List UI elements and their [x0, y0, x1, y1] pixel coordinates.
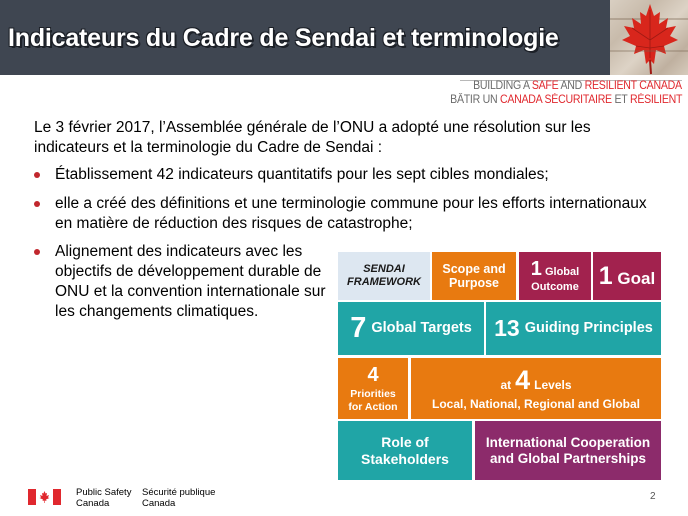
global-targets-box: 7 Global Targets [338, 302, 484, 355]
bullet-dot-icon [34, 249, 40, 255]
footer-department-english: Public Safety Canada [76, 487, 132, 509]
stakeholders-box: Role of Stakeholders [338, 421, 472, 480]
page-number: 2 [650, 491, 656, 502]
canada-flag-icon [28, 489, 61, 505]
bullet-text: elle a créé des définitions et une terminologie commune pour les efforts internationaux en matière de réduction des risques de catastrophe; [55, 195, 647, 232]
bullet-text: Établissement 42 indicateurs quantitatifs pour les sept cibles mondiales; [55, 166, 549, 183]
bullet-dot-icon [34, 201, 40, 207]
sendai-framework-label: SENDAI FRAMEWORK [338, 252, 430, 300]
intro-paragraph: Le 3 février 2017, l’Assemblée générale de l’ONU a adopté une résolution sur les indicateurs et la terminologie du Cadre de Sendai : [34, 119, 591, 156]
sendai-framework-diagram [338, 252, 661, 480]
page-title: Indicateurs du Cadre de Sendai et terminologie [8, 24, 559, 52]
bullet-text: Alignement des indicateurs avec les objectifs de développement durable de ONU et la convention internationale sur les changements climatiques. [55, 243, 326, 320]
levels-box: at 4 Levels Local, National, Regional and Global [411, 358, 661, 419]
slogan-english: BUILDING A SAFE AND RESILIENT CANADA [473, 80, 682, 92]
scope-purpose-box: Scope and Purpose [432, 252, 516, 300]
maple-leaf-image [610, 0, 688, 75]
goal-box: 1 Goal [593, 252, 661, 300]
maple-leaf-icon [610, 0, 688, 75]
slogan-french: BÂTIR UN CANADA SÉCURITAIRE ET RÉSILIENT [450, 94, 682, 106]
priorities-box: 4 Priorities for Action [338, 358, 408, 419]
guiding-principles-box: 13 Guiding Principles [486, 302, 661, 355]
cooperation-box: International Cooperation and Global Partnerships [475, 421, 661, 480]
footer-department-french: Sécurité publique Canada [142, 487, 216, 509]
global-outcome-box: 1 Global Outcome [519, 252, 591, 300]
title-banner [0, 0, 688, 75]
bullet-dot-icon [34, 172, 40, 178]
